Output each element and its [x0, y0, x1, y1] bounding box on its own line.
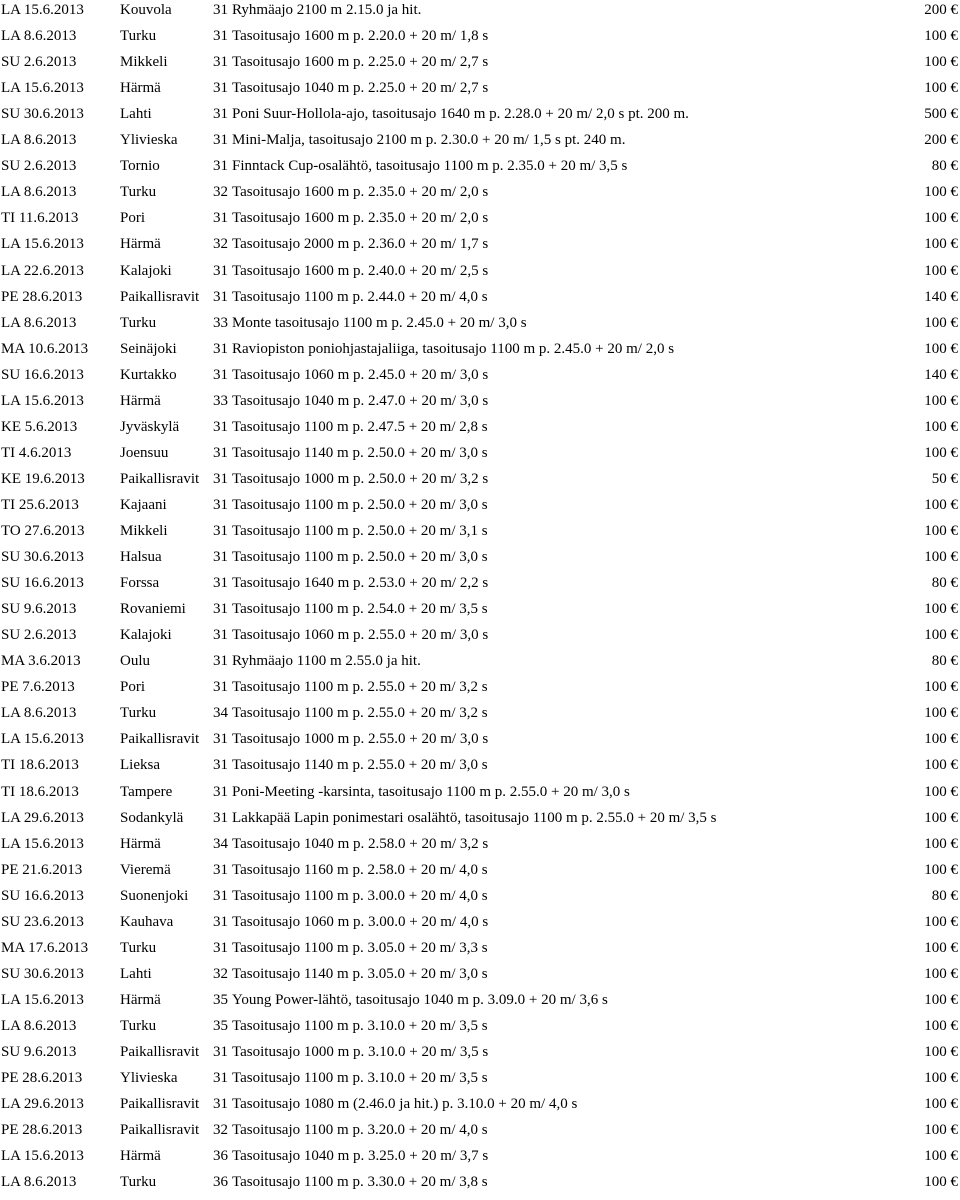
race-date: LA 15.6.2013	[1, 80, 84, 97]
race-location: Turku	[120, 1174, 157, 1191]
race-number: 31	[213, 262, 228, 279]
prize-money: 100 €	[924, 1148, 958, 1165]
race-number: 34	[213, 835, 228, 852]
race-date: SU 9.6.2013	[1, 601, 77, 618]
prize-money: 100 €	[924, 262, 958, 279]
prize-money: 100 €	[924, 1096, 958, 1113]
result-row	[0, 990, 960, 1016]
result-row	[0, 1120, 960, 1146]
result-row	[0, 443, 960, 469]
race-number: 31	[213, 913, 228, 930]
race-number: 31	[213, 601, 228, 618]
race-location: Paikallisravit	[120, 288, 200, 305]
prize-money: 100 €	[924, 809, 958, 826]
race-location: Ylivieska	[120, 1070, 178, 1087]
result-row	[0, 26, 960, 52]
race-location: Mikkeli	[120, 54, 168, 71]
race-number: 31	[213, 887, 228, 904]
race-date: MA 17.6.2013	[1, 939, 89, 956]
result-row	[0, 808, 960, 834]
race-location: Lahti	[120, 965, 152, 982]
race-location: Paikallisravit	[120, 1044, 200, 1060]
result-row	[0, 365, 960, 391]
race-number: 31	[213, 679, 228, 696]
race-description: Monte tasoitusajo 1100 m p. 2.45.0 + 20 m/ 3,0 s	[232, 314, 527, 331]
race-number: 31	[213, 444, 228, 461]
race-date: TI 11.6.2013	[1, 210, 79, 227]
race-description: Tasoitusajo 1100 m p. 3.05.0 + 20 m/ 3,3 s	[232, 939, 488, 956]
prize-money: 100 €	[924, 1044, 958, 1060]
race-date: MA 3.6.2013	[1, 653, 81, 670]
race-description: Tasoitusajo 1100 m p. 2.50.0 + 20 m/ 3,1 s	[232, 523, 488, 539]
race-location: Pori	[120, 679, 146, 696]
race-location: Kouvola	[120, 2, 172, 18]
race-location: Forssa	[120, 575, 160, 592]
race-date: TI 18.6.2013	[1, 783, 79, 800]
race-location: Jyväskylä	[120, 418, 180, 435]
race-date: LA 8.6.2013	[1, 314, 77, 331]
race-number: 31	[213, 1070, 228, 1087]
race-number: 31	[213, 1044, 228, 1060]
prize-money: 140 €	[924, 288, 958, 305]
race-description: Tasoitusajo 1100 m p. 2.47.5 + 20 m/ 2,8 s	[232, 418, 488, 435]
race-description: Tasoitusajo 1640 m p. 2.53.0 + 20 m/ 2,2 s	[232, 575, 489, 592]
race-location: Suonenjoki	[120, 887, 189, 904]
race-location: Lieksa	[120, 757, 160, 774]
race-date: SU 9.6.2013	[1, 1044, 77, 1060]
result-row	[0, 1068, 960, 1094]
prize-money: 100 €	[924, 496, 958, 513]
race-date: LA 8.6.2013	[1, 132, 77, 149]
race-description: Poni Suur-Hollola-ajo, tasoitusajo 1640 m p. 2.28.0 + 20 m/ 2,0 s pt. 200 m.	[232, 106, 689, 123]
race-description: Tasoitusajo 1080 m (2.46.0 ja hit.) p. 3.10.0 + 20 m/ 4,0 s	[232, 1096, 578, 1113]
result-row	[0, 0, 960, 26]
race-description: Finntack Cup-osalähtö, tasoitusajo 1100 m p. 2.35.0 + 20 m/ 3,5 s	[232, 158, 628, 175]
race-description: Tasoitusajo 1100 m p. 3.10.0 + 20 m/ 3,5 s	[232, 1070, 488, 1087]
race-location: Tornio	[120, 158, 160, 175]
race-location: Seinäjoki	[120, 340, 177, 357]
result-row	[0, 782, 960, 808]
race-number: 31	[213, 757, 228, 774]
race-number: 31	[213, 783, 228, 800]
race-location: Oulu	[120, 653, 150, 670]
prize-money: 100 €	[924, 913, 958, 930]
race-location: Härmä	[120, 80, 161, 97]
race-description: Tasoitusajo 1100 m p. 2.50.0 + 20 m/ 3,0 s	[232, 549, 488, 566]
race-date: PE 28.6.2013	[1, 1070, 83, 1087]
race-date: MA 10.6.2013	[1, 340, 89, 357]
prize-money: 50 €	[931, 470, 958, 487]
race-location: Paikallisravit	[120, 731, 200, 748]
race-date: LA 8.6.2013	[1, 28, 77, 45]
race-number: 32	[213, 236, 228, 253]
race-date: SU 30.6.2013	[1, 106, 84, 123]
race-location: Paikallisravit	[120, 1122, 200, 1139]
race-number: 31	[213, 470, 228, 487]
race-description: Tasoitusajo 1100 m p. 3.00.0 + 20 m/ 4,0 s	[232, 887, 488, 904]
race-location: Härmä	[120, 392, 161, 409]
race-date: PE 28.6.2013	[1, 288, 83, 305]
race-location: Kurtakko	[120, 366, 177, 383]
race-number: 31	[213, 861, 228, 878]
race-number: 31	[213, 523, 228, 539]
race-location: Turku	[120, 314, 157, 331]
race-number: 31	[213, 939, 228, 956]
race-description: Tasoitusajo 1160 m p. 2.58.0 + 20 m/ 4,0 s	[232, 861, 488, 878]
prize-money: 100 €	[924, 861, 958, 878]
race-description: Tasoitusajo 2000 m p. 2.36.0 + 20 m/ 1,7 s	[232, 236, 489, 253]
race-description: Tasoitusajo 1140 m p. 3.05.0 + 20 m/ 3,0 s	[232, 965, 488, 982]
result-row	[0, 625, 960, 651]
race-date: TI 4.6.2013	[1, 444, 72, 461]
race-description: Tasoitusajo 1040 m p. 2.25.0 + 20 m/ 2,7 s	[232, 80, 489, 97]
race-description: Tasoitusajo 1600 m p. 2.35.0 + 20 m/ 2,0 s	[232, 210, 489, 227]
result-row	[0, 261, 960, 287]
prize-money: 100 €	[924, 28, 958, 45]
prize-money: 100 €	[924, 210, 958, 227]
prize-money: 100 €	[924, 418, 958, 435]
race-date: LA 29.6.2013	[1, 809, 84, 826]
race-description: Tasoitusajo 1000 m p. 2.55.0 + 20 m/ 3,0 s	[232, 731, 489, 748]
result-row	[0, 391, 960, 417]
prize-money: 100 €	[924, 54, 958, 71]
race-location: Kalajoki	[120, 262, 172, 279]
race-description: Tasoitusajo 1100 m p. 2.54.0 + 20 m/ 3,5 s	[232, 601, 488, 618]
race-description: Raviopiston poniohjastajaliiga, tasoitusajo 1100 m p. 2.45.0 + 20 m/ 2,0 s	[232, 340, 675, 357]
race-date: PE 7.6.2013	[1, 679, 75, 696]
race-number: 31	[213, 1096, 228, 1113]
race-description: Tasoitusajo 1100 m p. 3.30.0 + 20 m/ 3,8 s	[232, 1174, 488, 1191]
race-date: SU 30.6.2013	[1, 549, 84, 566]
race-date: LA 8.6.2013	[1, 705, 77, 722]
race-location: Turku	[120, 705, 157, 722]
race-number: 36	[213, 1174, 228, 1191]
race-date: LA 8.6.2013	[1, 1174, 77, 1191]
result-row	[0, 104, 960, 130]
prize-money: 100 €	[924, 184, 958, 201]
race-number: 31	[213, 366, 228, 383]
race-date: LA 15.6.2013	[1, 991, 84, 1008]
result-row	[0, 313, 960, 339]
race-number: 31	[213, 288, 228, 305]
result-row	[0, 938, 960, 964]
prize-money: 80 €	[931, 887, 958, 904]
prize-money: 100 €	[924, 340, 958, 357]
prize-money: 100 €	[924, 1070, 958, 1087]
race-location: Mikkeli	[120, 523, 168, 539]
race-date: SU 16.6.2013	[1, 575, 84, 592]
race-date: KE 19.6.2013	[1, 470, 85, 487]
result-row	[0, 547, 960, 573]
prize-money: 100 €	[924, 965, 958, 982]
race-date: TO 27.6.2013	[1, 523, 85, 539]
race-date: SU 2.6.2013	[1, 158, 77, 175]
result-row	[0, 1094, 960, 1120]
race-number: 31	[213, 575, 228, 592]
race-description: Ryhmäajo 1100 m 2.55.0 ja hit.	[232, 653, 421, 670]
race-location: Turku	[120, 184, 157, 201]
race-location: Kauhava	[120, 913, 174, 930]
result-row	[0, 1172, 960, 1198]
race-date: LA 15.6.2013	[1, 236, 84, 253]
prize-money: 100 €	[924, 757, 958, 774]
race-number: 31	[213, 549, 228, 566]
prize-money: 100 €	[924, 1122, 958, 1139]
race-location: Sodankylä	[120, 809, 184, 826]
prize-money: 100 €	[924, 236, 958, 253]
race-description: Tasoitusajo 1100 m p. 2.50.0 + 20 m/ 3,0 s	[232, 496, 488, 513]
result-row	[0, 495, 960, 521]
race-location: Paikallisravit	[120, 1096, 200, 1113]
race-date: KE 5.6.2013	[1, 418, 78, 435]
prize-money: 100 €	[924, 392, 958, 409]
race-date: LA 15.6.2013	[1, 835, 84, 852]
race-location: Kalajoki	[120, 627, 172, 644]
race-description: Tasoitusajo 1600 m p. 2.25.0 + 20 m/ 2,7 s	[232, 54, 489, 71]
race-date: SU 16.6.2013	[1, 887, 84, 904]
race-number: 36	[213, 1148, 228, 1165]
race-date: SU 30.6.2013	[1, 965, 84, 982]
result-row	[0, 521, 960, 547]
race-number: 31	[213, 496, 228, 513]
prize-money: 80 €	[931, 575, 958, 592]
race-description: Tasoitusajo 1600 m p. 2.35.0 + 20 m/ 2,0 s	[232, 184, 489, 201]
race-date: LA 8.6.2013	[1, 1017, 77, 1034]
race-date: PE 28.6.2013	[1, 1122, 83, 1139]
race-date: LA 15.6.2013	[1, 1148, 84, 1165]
race-location: Härmä	[120, 236, 161, 253]
prize-money: 100 €	[924, 314, 958, 331]
race-description: Young Power-lähtö, tasoitusajo 1040 m p. 3.09.0 + 20 m/ 3,6 s	[232, 991, 608, 1008]
race-description: Tasoitusajo 1100 m p. 3.20.0 + 20 m/ 4,0 s	[232, 1122, 488, 1139]
race-date: LA 29.6.2013	[1, 1096, 84, 1113]
race-date: PE 21.6.2013	[1, 861, 83, 878]
race-location: Tampere	[120, 783, 173, 800]
race-location: Ylivieska	[120, 132, 178, 149]
race-number: 31	[213, 158, 228, 175]
race-location: Vieremä	[120, 861, 171, 878]
race-description: Tasoitusajo 1000 m p. 3.10.0 + 20 m/ 3,5 s	[232, 1044, 489, 1060]
race-description: Tasoitusajo 1140 m p. 2.50.0 + 20 m/ 3,0 s	[232, 444, 488, 461]
prize-money: 100 €	[924, 549, 958, 566]
race-number: 31	[213, 653, 228, 670]
race-location: Joensuu	[120, 444, 169, 461]
result-row	[0, 469, 960, 495]
prize-money: 100 €	[924, 991, 958, 1008]
prize-money: 100 €	[924, 523, 958, 539]
race-number: 32	[213, 1122, 228, 1139]
race-number: 31	[213, 132, 228, 149]
prize-money: 200 €	[924, 132, 958, 149]
race-location: Kajaani	[120, 496, 167, 513]
race-description: Mini-Malja, tasoitusajo 2100 m p. 2.30.0 + 20 m/ 1,5 s pt. 240 m.	[232, 132, 626, 149]
prize-money: 100 €	[924, 1174, 958, 1191]
prize-money: 100 €	[924, 601, 958, 618]
race-location: Härmä	[120, 991, 161, 1008]
race-number: 31	[213, 340, 228, 357]
result-row	[0, 417, 960, 443]
prize-money: 100 €	[924, 679, 958, 696]
race-date: LA 15.6.2013	[1, 731, 84, 748]
race-number: 31	[213, 809, 228, 826]
result-row	[0, 1146, 960, 1172]
race-number: 34	[213, 705, 228, 722]
result-row	[0, 834, 960, 860]
result-row	[0, 860, 960, 886]
race-description: Tasoitusajo 1060 m p. 2.55.0 + 20 m/ 3,0 s	[232, 627, 489, 644]
race-description: Tasoitusajo 1100 m p. 2.44.0 + 20 m/ 4,0 s	[232, 288, 488, 305]
result-row	[0, 234, 960, 260]
race-date: LA 8.6.2013	[1, 184, 77, 201]
race-description: Tasoitusajo 1100 m p. 2.55.0 + 20 m/ 3,2 s	[232, 705, 488, 722]
result-row	[0, 651, 960, 677]
result-row	[0, 755, 960, 781]
race-description: Tasoitusajo 1600 m p. 2.40.0 + 20 m/ 2,5 s	[232, 262, 489, 279]
race-date: LA 22.6.2013	[1, 262, 84, 279]
race-location: Lahti	[120, 106, 152, 123]
result-row	[0, 573, 960, 599]
race-number: 31	[213, 210, 228, 227]
race-number: 32	[213, 965, 228, 982]
prize-money: 100 €	[924, 731, 958, 748]
race-location: Halsua	[120, 549, 162, 566]
race-number: 33	[213, 392, 228, 409]
race-date: LA 15.6.2013	[1, 2, 84, 18]
race-location: Turku	[120, 939, 157, 956]
race-number: 31	[213, 627, 228, 644]
race-location: Härmä	[120, 1148, 161, 1165]
race-description: Tasoitusajo 1140 m p. 2.55.0 + 20 m/ 3,0 s	[232, 757, 488, 774]
race-date: TI 25.6.2013	[1, 496, 79, 513]
prize-money: 140 €	[924, 366, 958, 383]
result-row	[0, 182, 960, 208]
prize-money: 100 €	[924, 444, 958, 461]
race-date: LA 15.6.2013	[1, 392, 84, 409]
prize-money: 100 €	[924, 939, 958, 956]
race-description: Poni-Meeting -karsinta, tasoitusajo 1100 m p. 2.55.0 + 20 m/ 3,0 s	[232, 783, 630, 800]
race-date: SU 2.6.2013	[1, 54, 77, 71]
prize-money: 100 €	[924, 627, 958, 644]
race-number: 31	[213, 418, 228, 435]
result-row	[0, 287, 960, 313]
result-row	[0, 52, 960, 78]
race-number: 35	[213, 1017, 228, 1034]
prize-money: 100 €	[924, 1017, 958, 1034]
race-number: 31	[213, 54, 228, 71]
result-row	[0, 78, 960, 104]
race-location: Rovaniemi	[120, 601, 186, 618]
race-description: Tasoitusajo 1040 m p. 3.25.0 + 20 m/ 3,7 s	[232, 1148, 489, 1165]
prize-money: 200 €	[924, 2, 958, 18]
race-description: Tasoitusajo 1060 m p. 3.00.0 + 20 m/ 4,0 s	[232, 913, 489, 930]
result-row	[0, 1016, 960, 1042]
result-row	[0, 599, 960, 625]
race-number: 33	[213, 314, 228, 331]
result-row	[0, 339, 960, 365]
race-description: Lakkapää Lapin ponimestari osalähtö, tasoitusajo 1100 m p. 2.55.0 + 20 m/ 3,5 s	[232, 809, 717, 826]
race-description: Tasoitusajo 1060 m p. 2.45.0 + 20 m/ 3,0 s	[232, 366, 489, 383]
prize-money: 80 €	[931, 653, 958, 670]
race-number: 31	[213, 731, 228, 748]
prize-money: 500 €	[924, 106, 958, 123]
race-number: 31	[213, 80, 228, 97]
race-description: Tasoitusajo 1040 m p. 2.58.0 + 20 m/ 3,2 s	[232, 835, 489, 852]
race-number: 31	[213, 106, 228, 123]
race-description: Tasoitusajo 1600 m p. 2.20.0 + 20 m/ 1,8 s	[232, 28, 489, 45]
race-description: Tasoitusajo 1100 m p. 2.55.0 + 20 m/ 3,2 s	[232, 679, 488, 696]
result-row	[0, 208, 960, 234]
result-row	[0, 729, 960, 755]
race-location: Paikallisravit	[120, 470, 200, 487]
result-row	[0, 912, 960, 938]
race-description: Ryhmäajo 2100 m 2.15.0 ja hit.	[232, 2, 422, 18]
result-row	[0, 964, 960, 990]
race-description: Tasoitusajo 1100 m p. 3.10.0 + 20 m/ 3,5 s	[232, 1017, 488, 1034]
race-description: Tasoitusajo 1000 m p. 2.50.0 + 20 m/ 3,2 s	[232, 470, 489, 487]
result-row	[0, 156, 960, 182]
race-location: Härmä	[120, 835, 161, 852]
result-row	[0, 130, 960, 156]
race-location: Pori	[120, 210, 146, 227]
prize-money: 80 €	[931, 158, 958, 175]
race-location: Turku	[120, 28, 157, 45]
prize-money: 100 €	[924, 783, 958, 800]
result-row	[0, 1042, 960, 1068]
prize-money: 100 €	[924, 80, 958, 97]
race-date: SU 2.6.2013	[1, 627, 77, 644]
race-date: SU 16.6.2013	[1, 366, 84, 383]
result-row	[0, 677, 960, 703]
race-number: 32	[213, 184, 228, 201]
result-row	[0, 886, 960, 912]
race-date: SU 23.6.2013	[1, 913, 84, 930]
race-description: Tasoitusajo 1040 m p. 2.47.0 + 20 m/ 3,0 s	[232, 392, 489, 409]
race-number: 31	[213, 2, 228, 18]
prize-money: 100 €	[924, 835, 958, 852]
race-date: TI 18.6.2013	[1, 757, 79, 774]
result-row	[0, 703, 960, 729]
race-location: Turku	[120, 1017, 157, 1034]
race-number: 35	[213, 991, 228, 1008]
race-number: 31	[213, 28, 228, 45]
prize-money: 100 €	[924, 705, 958, 722]
